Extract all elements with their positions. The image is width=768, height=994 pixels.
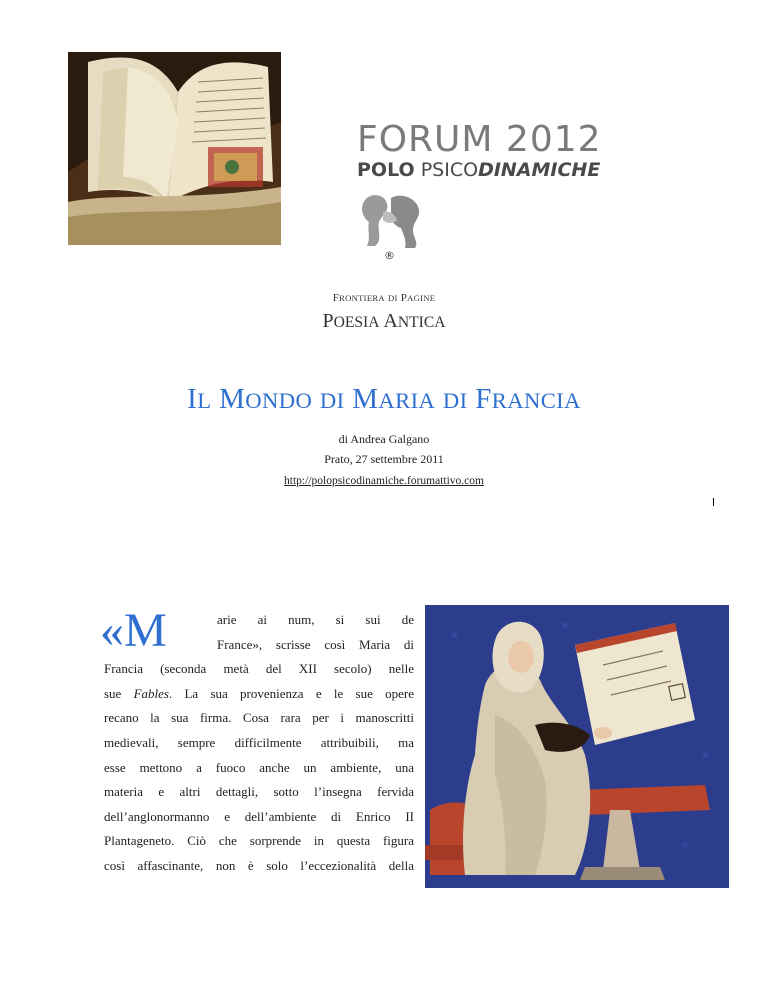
page-mark [713,498,714,506]
registered-mark: ® [384,249,395,262]
body-line: recano la sua firma. Cosa rara per i manoscritti [104,710,414,726]
logo-subtitle-bold: POLO [357,159,415,181]
article-body [104,608,414,879]
body-line: dell’anglonormanno e dell’ambiente di Enrico II [104,808,414,824]
page-title: IL MONDO DI MARIA DI FRANCIA [187,383,581,415]
body-line: arie ai num, si sui de [217,612,414,627]
logo-subtitle-italic: DINAMICHE [478,159,601,181]
body-line: medievali, sempre difficilmente attribuibili, ma [104,734,414,750]
kicker: FRONTIERA DI PAGINE [332,292,436,304]
author-line: di Andrea Galgano [338,432,430,446]
section-title: POESIA ANTICA [322,310,446,332]
body-line: France», scrisse così Maria di [217,636,414,652]
website-link[interactable]: http://polopsicodinamiche.forumattivo.com [284,475,484,487]
book-photo [68,52,281,245]
logo-subtitle [357,161,600,180]
logo-figure-icon [357,190,427,250]
drop-cap: «M [100,604,167,657]
body-line: così affascinante, non è solo l’eccezionalità della [104,857,414,873]
open-book-illustration [68,52,281,245]
body-line: Francia (seconda metà del XII secolo) nelle [104,661,414,677]
logo-title: FORUM 2012 [357,119,602,160]
body-line: materia e altri dettagli, sotto l’insegna fervida [104,784,414,800]
body-line: Plantageneto. Ciò che sorprende in questa figura [104,833,414,849]
logo-subtitle-regular: PSICO [420,159,479,181]
date-line: Prato, 27 settembre 2011 [324,452,444,466]
body-line: sue Fables. La sua provenienza e le sue opere [104,685,414,701]
body-line: esse mettono a fuoco anche un ambiente, una [104,759,414,775]
manuscript-illustration [425,605,729,888]
